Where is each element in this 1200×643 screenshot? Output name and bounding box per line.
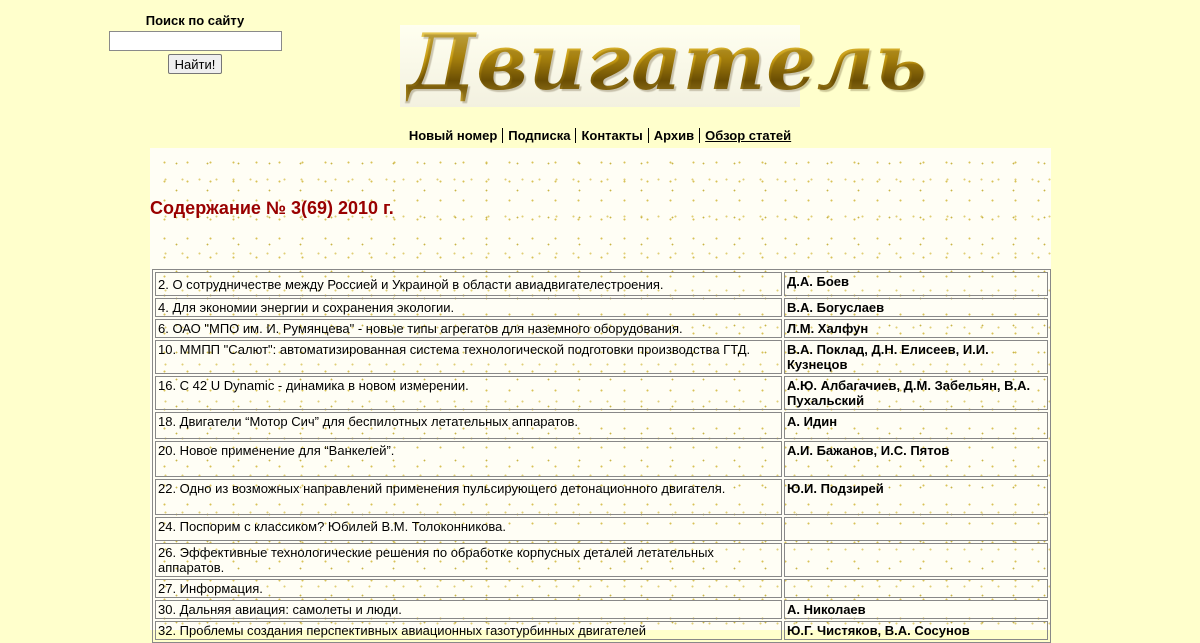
search-label: Поиск по сайту [145,13,245,28]
main-nav [0,128,1200,143]
table-row [155,517,1048,541]
article-title[interactable]: 20. Новое применение для “Ванкелей”. [155,441,782,477]
table-row [155,543,1048,577]
nav-separator [699,128,700,143]
article-title[interactable]: 18. Двигатели “Мотор Сич” для беспилотных летательных аппаратов. [155,412,782,439]
article-title[interactable]: 24. Поспорим с классиком? Юбилей В.М. Толоконникова. [155,517,782,541]
table-row [155,441,1048,477]
table-row [155,272,1048,296]
search-button[interactable]: Найти! [168,54,223,74]
article-author: Д.А. Боев [784,272,1048,296]
article-author: А. Идин [784,412,1048,439]
table-row [155,621,1048,640]
nav-archive[interactable]: Архив [653,128,695,143]
article-author: В.А. Богуслаев [784,298,1048,317]
article-author: А. Николаев [784,600,1048,619]
nav-subscription[interactable]: Подписка [508,128,571,143]
nav-separator [648,128,649,143]
search-input[interactable] [109,31,282,51]
article-author: Ю.Г. Чистяков, В.А. Сосунов [784,621,1048,640]
article-author: В.А. Поклад, Д.Н. Елисеев, И.И. Кузнецов [784,340,1048,374]
table-row [155,479,1048,515]
article-title[interactable]: 2. О сотрудничестве между Россией и Украиной в области авиадвигателестроения. [155,272,782,296]
article-author: А.Ю. Албагачиев, Д.М. Забельян, В.А. Пухальский [784,376,1048,410]
nav-separator [502,128,503,143]
table-row [155,376,1048,410]
article-author [784,543,1048,577]
table-row [155,298,1048,317]
article-title[interactable]: 22. Одно из возможных направлений применения пульсирующего детонационного двигателя. [155,479,782,515]
page-title: Содержание № 3(69) 2010 г. [150,198,394,218]
article-title[interactable]: 10. ММПП "Салют": автоматизированная система технологической подготовки производства ГТД. [155,340,782,374]
nav-separator [575,128,576,143]
article-title[interactable]: 4. Для экономии энергии и сохранения экологии. [155,298,782,317]
table-row [155,579,1048,598]
site-search [100,13,290,74]
nav-new-issue[interactable]: Новый номер [408,128,498,143]
site-logo[interactable] [400,17,928,108]
article-author: Л.М. Халфун [784,319,1048,338]
logo-text: Двигатель [406,17,928,108]
nav-articles-review[interactable]: Обзор статей [705,128,792,143]
table-row [155,319,1048,338]
article-title[interactable]: 32. Проблемы создания перспективных авиационных газотурбинных двигателей [155,621,782,640]
article-title[interactable]: 6. ОАО "МПО им. И. Румянцева" - новые типы агрегатов для наземного оборудования. [155,319,782,338]
nav-contacts[interactable]: Контакты [581,128,643,143]
article-title[interactable]: 16. C 42 U Dynamic - динамика в новом измерении. [155,376,782,410]
table-row [155,600,1048,619]
article-author: Ю.И. Подзирей [784,479,1048,515]
article-author [784,579,1048,598]
table-row [155,412,1048,439]
article-author: А.И. Бажанов, И.С. Пятов [784,441,1048,477]
table-row [155,340,1048,374]
content-area [150,148,1051,638]
article-title[interactable]: 26. Эффективные технологические решения по обработке корпусных деталей летательных аппаратов. [155,543,782,577]
article-title[interactable]: 30. Дальняя авиация: самолеты и люди. [155,600,782,619]
contents-table [152,269,1051,643]
article-title[interactable]: 27. Информация. [155,579,782,598]
article-author [784,517,1048,541]
